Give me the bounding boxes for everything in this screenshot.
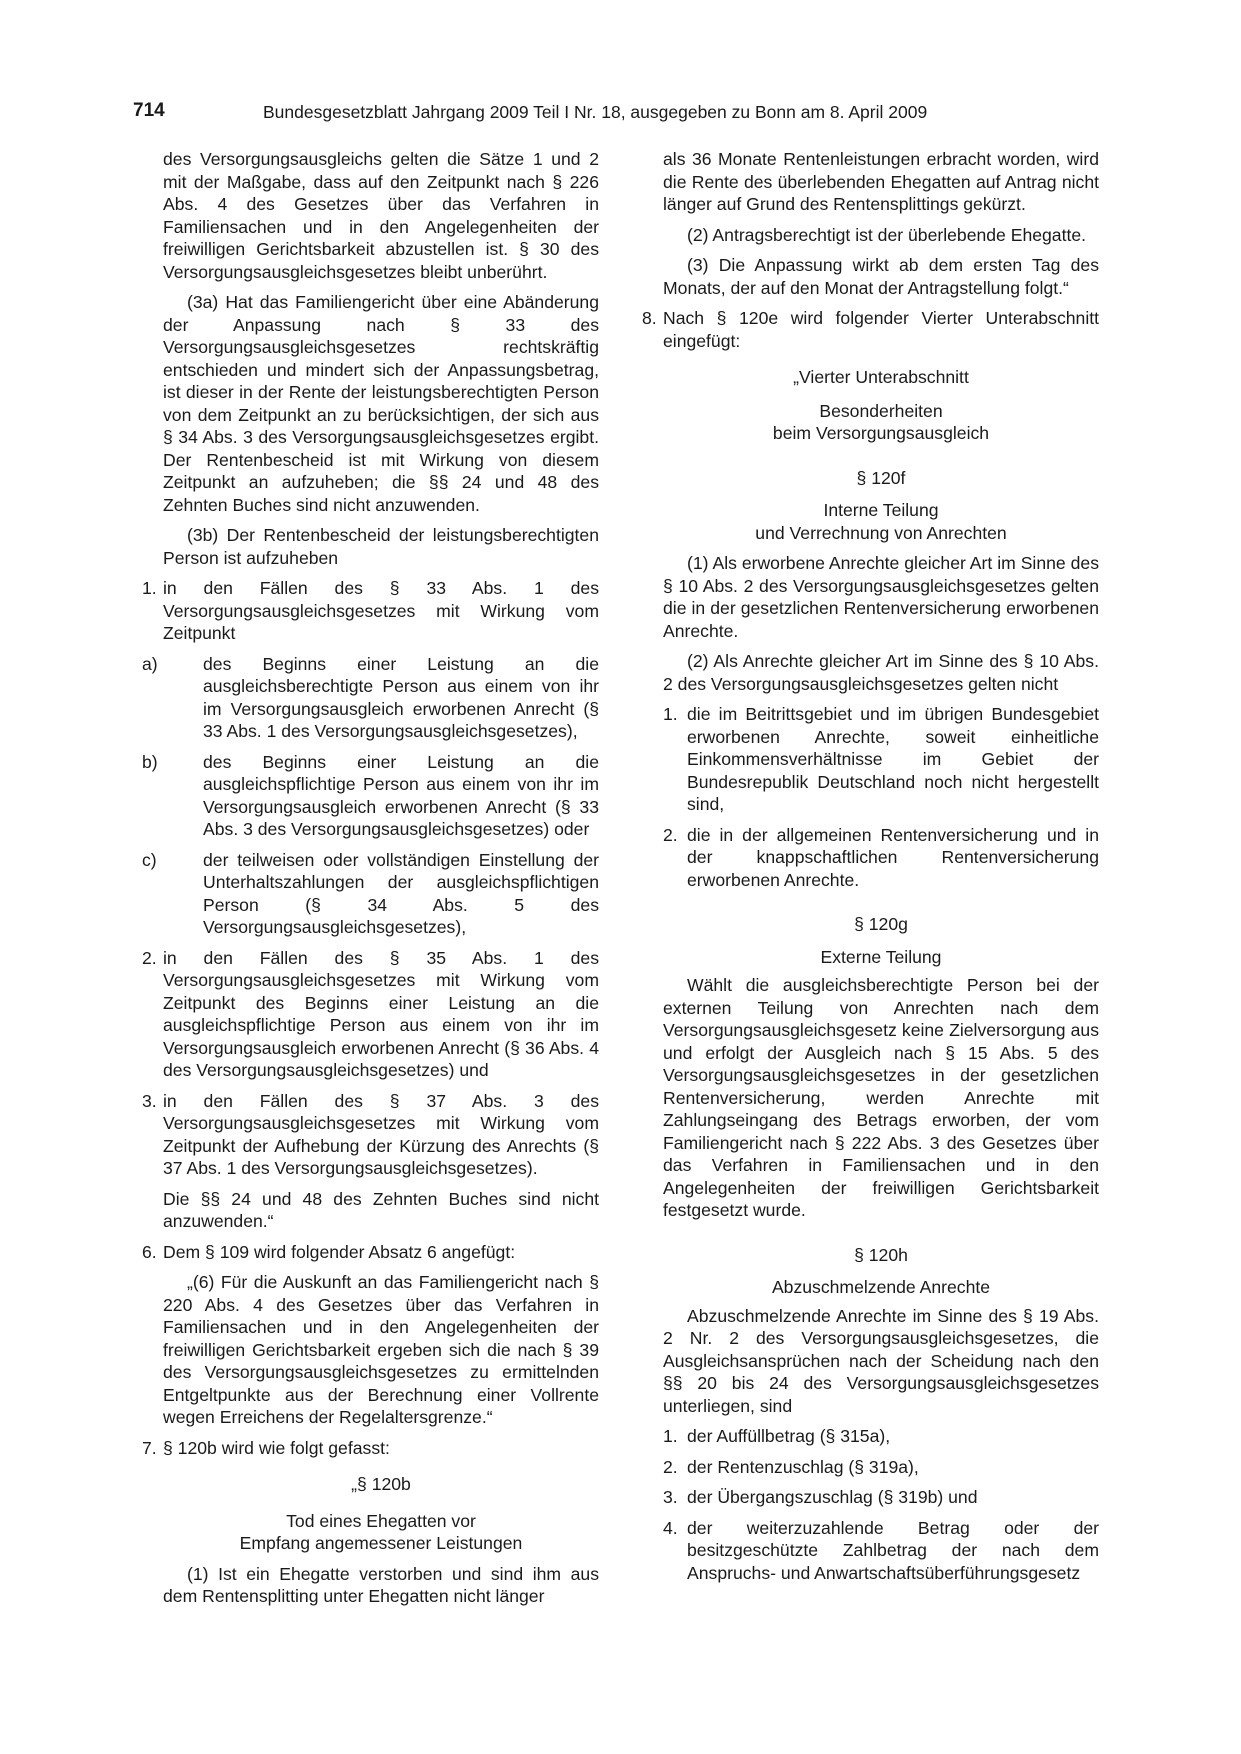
amendment-item (142, 1437, 599, 1460)
amendment-text: Nach § 120e wird folgender Vierter Unterabschnitt eingefügt: (663, 308, 1099, 351)
section-heading: § 120h (854, 1244, 908, 1265)
section-title: und Verrechnung von Anrechten (755, 522, 1007, 543)
paragraph: (2) Antragsberechtigt ist der überlebende Ehegatte. (687, 224, 1087, 245)
list-item (663, 1517, 1099, 1585)
list-number: 1. (142, 578, 157, 598)
section-title: Interne Teilung (823, 500, 939, 520)
subsection-heading: „Vierter Unterabschnitt (793, 367, 969, 387)
sub-item (142, 653, 599, 743)
list-item (663, 824, 1099, 892)
list-text: der weiterzuzahlende Betrag oder der besitzgeschützte Zahlbetrag der nach dem Anspruchs- und Anwartschaftsüberführungsgesetz (687, 1517, 1099, 1583)
sub-letter: b) (142, 751, 158, 772)
amendment-text: § 120b wird wie folgt gefasst: (163, 1437, 390, 1458)
sub-item (142, 751, 599, 841)
paragraph: (1) Ist ein Ehegatte verstorben und sind ihm aus dem Rentensplitting unter Ehegatten nicht länger (163, 1563, 599, 1606)
paragraph: des Versorgungsausgleichs gelten die Sätze 1 und 2 mit der Maßgabe, dass auf den Zeitpunkt nach § 226 Abs. 4 des Gesetzes über das Verfahren in Familiensachen und in den Angelegenheiten der freiwilligen Gerichtsbarkeit abzustellen ist. § 30 des Versorgungsausgleichsgesetzes bleibt unberührt. (163, 149, 599, 282)
sub-letter: c) (142, 849, 157, 870)
list-number: 3. (663, 1487, 678, 1507)
list-text: die in der allgemeinen Rentenversicherung und in der knappschaftlichen Rentenversicherung erworbenen Anrechte. (687, 824, 1099, 890)
list-item (663, 1425, 1099, 1448)
paragraph: als 36 Monate Rentenleistungen erbracht worden, wird die Rente des überlebenden Ehegatten auf Antrag nicht länger auf Grund des Rentensplittings gekürzt. (663, 149, 1099, 214)
list-item (663, 1456, 1099, 1479)
sub-text: der teilweisen oder vollständigen Einstellung der Unterhaltszahlungen der ausgleichspflichtigen Person (§ 34 Abs. 5 des Versorgungsausgleichsgesetzes), (203, 849, 599, 937)
sub-text: des Beginns einer Leistung an die ausgleichsberechtigte Person aus einem von ihr im Versorgungsausgleich erworbenen Anrecht (§ 33 Abs. 1 des Versorgungsausgleichsgesetzes), (203, 653, 599, 741)
section-title: Empfang angemessener Leistungen (239, 1533, 523, 1553)
sub-text: des Beginns einer Leistung an die ausgleichspflichtige Person aus einem von ihr im Versorgungsausgleich erworbenen Anrecht (§ 33 Abs. 3 des Versorgungsausgleichsgesetzes) oder (203, 751, 599, 839)
amendment-item (642, 307, 1099, 352)
paragraph: (3) Die Anpassung wirkt ab dem ersten Tag des Monats, der auf den Monat der Antragstellung folgt.“ (663, 255, 1099, 298)
section-heading: „§ 120b (351, 1474, 411, 1494)
list-text: der Auffüllbetrag (§ 315a), (687, 1426, 891, 1446)
sub-letter: a) (142, 653, 158, 674)
section-title: Externe Teilung (820, 946, 942, 967)
left-column (142, 148, 599, 1608)
list-number: 4. (663, 1517, 678, 1538)
list-number: 3. (142, 1090, 157, 1111)
section-heading: § 120f (856, 467, 906, 488)
paragraph: Wählt die ausgleichsberechtigte Person bei der externen Teilung von Anrechten nach dem Versorgungsausgleichsgesetz keine Zielversorgung aus und erfolgt der Ausgleich nach § 15 Abs. 5 des Versorgungsausgleichsgesetzes in der gesetzlichen Rentenversicherung, werden Anrechte mit Zahlungseingang des Betrags erworben, der vom Familiengericht nach § 222 Abs. 3 des Gesetzes über das Verfahren in Familiensachen und in den Angelegenheiten der freiwilligen Gerichtsbarkeit festgesetzt wurde. (663, 975, 1099, 1220)
list-number: 2. (663, 1456, 678, 1477)
list-item (142, 577, 599, 645)
list-text: der Rentenzuschlag (§ 319a), (687, 1456, 919, 1477)
subsection-title: beim Versorgungsausgleich (772, 423, 990, 443)
list-number: 1. (663, 704, 678, 724)
list-item (663, 703, 1099, 816)
list-text: in den Fällen des § 33 Abs. 1 des Versorgungsausgleichsgesetzes mit Wirkung vom Zeitpunkt (163, 578, 599, 643)
paragraph: „(6) Für die Auskunft an das Familiengericht nach § 220 Abs. 4 des Gesetzes über das Verfahren in Familiensachen und in den Angelegenheiten der freiwilligen Gerichtsbarkeit ergeben sich die nach § 39 des Versorgungsausgleichsgesetzes zu ermittelnden Entgeltpunkte aus der Berechnung einer Vollrente wegen Erreichens der Regelaltersgrenze.“ (163, 1272, 599, 1427)
paragraph: (1) Als erworbene Anrechte gleicher Art im Sinne des § 10 Abs. 2 des Versorgungsausgleichsgesetzes gelten die in der gesetzlichen Rentenversicherung erworbenen Anrechte. (663, 553, 1099, 641)
amendment-number: 7. (142, 1437, 157, 1458)
list-text: der Übergangszuschlag (§ 319b) und (687, 1487, 978, 1507)
list-number: 2. (142, 947, 157, 968)
amendment-item (142, 1241, 599, 1264)
right-column (642, 148, 1099, 1584)
list-item (142, 1090, 599, 1180)
paragraph: (2) Als Anrechte gleicher Art im Sinne des § 10 Abs. 2 des Versorgungsausgleichsgesetzes gelten nicht (663, 651, 1099, 694)
paragraph: Die §§ 24 und 48 des Zehnten Buches sind nicht anzuwenden.“ (163, 1188, 599, 1231)
section-title: Abzuschmelzende Anrechte (771, 1277, 991, 1297)
running-head: Bundesgesetzblatt Jahrgang 2009 Teil I Nr. 18, ausgegeben zu Bonn am 8. April 2009 (263, 102, 928, 122)
list-text: in den Fällen des § 35 Abs. 1 des Versorgungsausgleichsgesetzes mit Wirkung vom Zeitpunkt des Beginns einer Leistung an die ausgleichspflichtige Person aus einem von ihr im Versorgungsausgleich erworbenen Anrecht (§ 36 Abs. 4 des Versorgungsausgleichsgesetzes) und (163, 947, 599, 1080)
subsection-title: Besonderheiten (819, 400, 943, 421)
paragraph: Abzuschmelzende Anrechte im Sinne des § 19 Abs. 2 Nr. 2 des Versorgungsausgleichsgesetzes, die Ausgleichsansprüchen nach der Scheidung nach den §§ 20 bis 24 des Versorgungsausgleichsgesetzes unterliegen, sind (663, 1305, 1099, 1416)
amendment-number: 8. (642, 308, 657, 328)
list-item (663, 1486, 1099, 1509)
paragraph-3a: (3a) Hat das Familiengericht über eine Abänderung der Anpassung nach § 33 des Versorgungsausgleichsgesetzes rechtskräftig entschieden und mindert sich der Anpassungsbetrag, ist dieser in der Rente der leistungsberechtigten Person von dem Zeitpunkt an zu berücksichtigen, der sich aus § 34 Abs. 3 des Versorgungsausgleichsgesetzes ergibt. Der Rentenbescheid ist mit Wirkung von diesem Zeitpunkt an aufzuheben; die §§ 24 und 48 des Zehnten Buches sind nicht anzuwenden. (163, 292, 599, 515)
list-item (142, 947, 599, 1082)
sub-item (142, 849, 599, 939)
amendment-text: Dem § 109 wird folgender Absatz 6 angefügt: (163, 1241, 516, 1262)
section-title: Tod eines Ehegatten vor (286, 1510, 476, 1531)
list-number: 1. (663, 1426, 678, 1446)
amendment-number: 6. (142, 1241, 157, 1262)
list-text: in den Fällen des § 37 Abs. 3 des Versorgungsausgleichsgesetzes mit Wirkung vom Zeitpunkt der Aufhebung der Kürzung des Anrechts (§ 37 Abs. 1 des Versorgungsausgleichsgesetzes). (163, 1090, 599, 1178)
list-text: die im Beitrittsgebiet und im übrigen Bundesgebiet erworbenen Anrechte, soweit einheitliche Einkommensverhältnisse im Gebiet der Bundesrepublik Deutschland noch nicht hergestellt sind, (687, 704, 1099, 814)
paragraph-3b: (3b) Der Rentenbescheid der leistungsberechtigten Person ist aufzuheben (163, 525, 599, 568)
section-heading: § 120g (854, 914, 908, 934)
page-number: 714 (133, 100, 165, 121)
list-number: 2. (663, 824, 678, 845)
